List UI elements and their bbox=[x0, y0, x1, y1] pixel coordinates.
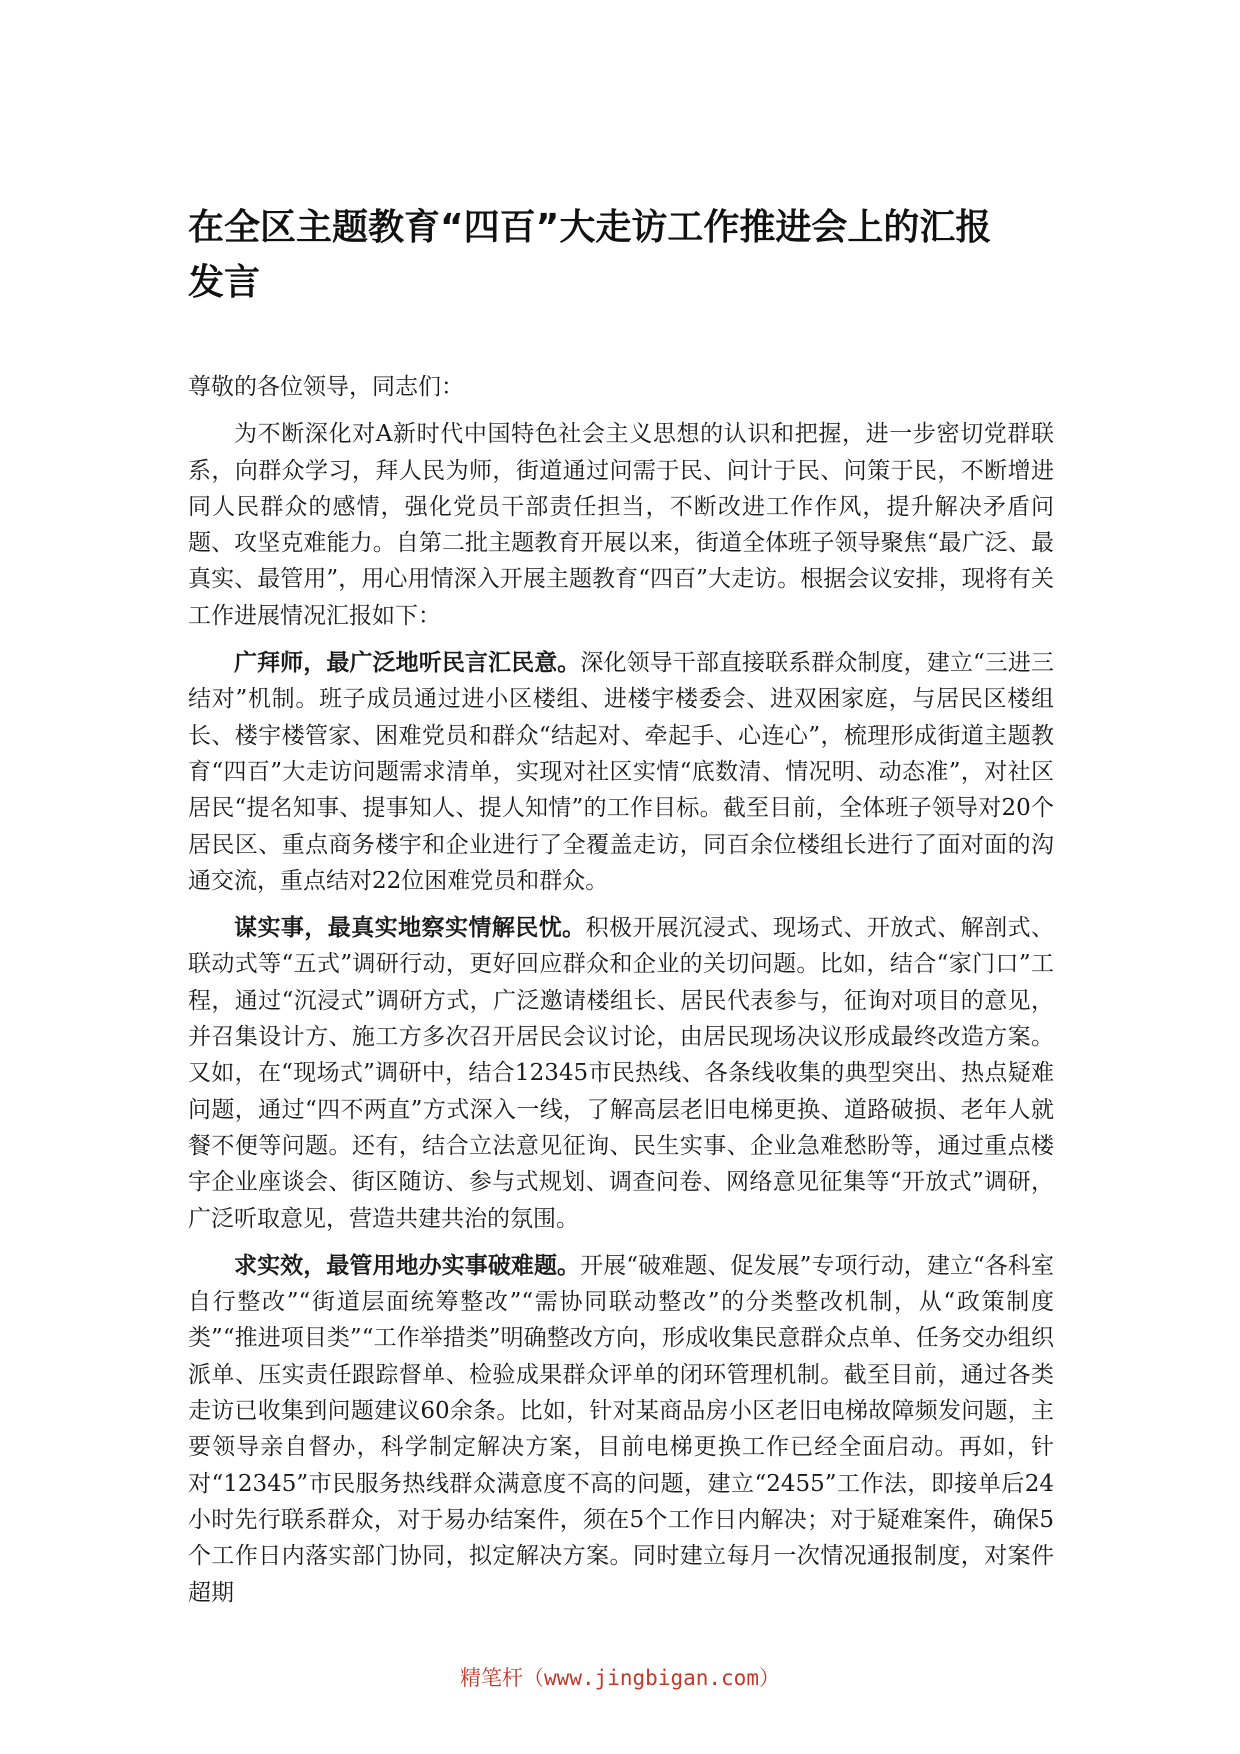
section-body-2: 积极开展沉浸式、现场式、开放式、解剖式、联动式等“五式”调研行动，更好回应群众和企业的关切问题。比如，结合“家门口”工程，通过“沉浸式”调研方式，广泛邀请楼组长、居民代表参与，征询对项目的意见，并召集设计方、施工方多次召开居民会议讨论，由居民现场决议形成最终改造方案。又如，在“现场式”调研中，结合12345市民热线、各条线收集的典型突出、热点疑难问题，通过“四不两直”方式深入一线，了解高层老旧电梯更换、道路破损、老年人就餐不便等问题。还有，结合立法意见征询、民生实事、企业急难愁盼等，通过重点楼宇企业座谈会、街区随访、参与式规划、调查问卷、网络意见征集等“开放式”调研，广泛听取意见，营造共建共治的氛围。 bbox=[188, 915, 1055, 1232]
section-body-1: 深化领导干部直接联系群众制度，建立“三进三结对”机制。班子成员通过进小区楼组、进楼宇楼委会、进双困家庭，与居民区楼组长、楼宇楼管家、困难党员和群众“结起对、牵起手、心连心”，梳理形成街道主题教育“四百”大走访问题需求清单，实现对社区实情“底数清、情况明、动态准”，对社区居民“提名知事、提事知人、提人知情”的工作目标。截至目前，全体班子领导对20个居民区、重点商务楼宇和企业进行了全覆盖走访，同百余位楼组长进行了面对面的沟通交流，重点结对22位困难党员和群众。 bbox=[188, 650, 1054, 894]
title-line-1: 在全区主题教育“四百”大走访工作推进会上的汇报 bbox=[188, 207, 992, 248]
document-body bbox=[188, 369, 1054, 1622]
section-lead-3: 求实效，最管用地办实事破难题。 bbox=[234, 1251, 581, 1279]
section-lead-1: 广拜师，最广泛地听民言汇民意。 bbox=[234, 649, 581, 677]
footer-watermark: 精笔杆（www.jingbigan.com） bbox=[460, 1666, 780, 1690]
document-title bbox=[188, 200, 1058, 310]
section-paragraph-1 bbox=[188, 645, 1054, 899]
section-body-3: 开展“破难题、促发展”专项行动，建立“各科室自行整改”“街道层面统筹整改”“需协同联动整改”的分类整改机制，从“政策制度类”“推进项目类”“工作举措类”明确整改方向，形成收集民意群众点单、任务交办组织派单、压实责任跟踪督单、检验成果群众评单的闭环管理机制。截至目前，通过各类走访已收集到问题建议60余条。比如，针对某商品房小区老旧电梯故障频发问题，主要领导亲自督办，科学制定解决方案，目前电梯更换工作已经全面启动。再如，针对“12345”市民服务热线群众满意度不高的问题，建立“2455”工作法，即接单后24小时先行联系群众，对于易办结案件，须在5个工作日内解决；对于疑难案件，确保5个工作日内落实部门协同，拟定解决方案。同时建立每月一次情况通报制度，对案件超期 bbox=[188, 1252, 1055, 1606]
section-lead-2: 谋实事，最真实地察实情解民忧。 bbox=[234, 914, 586, 942]
title-line-2: 发言 bbox=[188, 262, 261, 303]
section-paragraph-2 bbox=[188, 910, 1054, 1237]
section-paragraph-3 bbox=[188, 1248, 1054, 1611]
intro-paragraph: 为不断深化对A新时代中国特色社会主义思想的认识和把握，进一步密切党群联系，向群众学习，拜人民为师，街道通过问需于民、问计于民、问策于民，不断增进同人民群众的感情，强化党员干部责任担当，不断改进工作作风，提升解决矛盾问题、攻坚克难能力。自第二批主题教育开展以来，街道全体班子领导聚焦“最广泛、最真实、最管用”，用心用情深入开展主题教育“四百”大走访。根据会议安排，现将有关工作进展情况汇报如下： bbox=[188, 421, 1054, 629]
salutation: 尊敬的各位领导，同志们： bbox=[188, 374, 464, 400]
